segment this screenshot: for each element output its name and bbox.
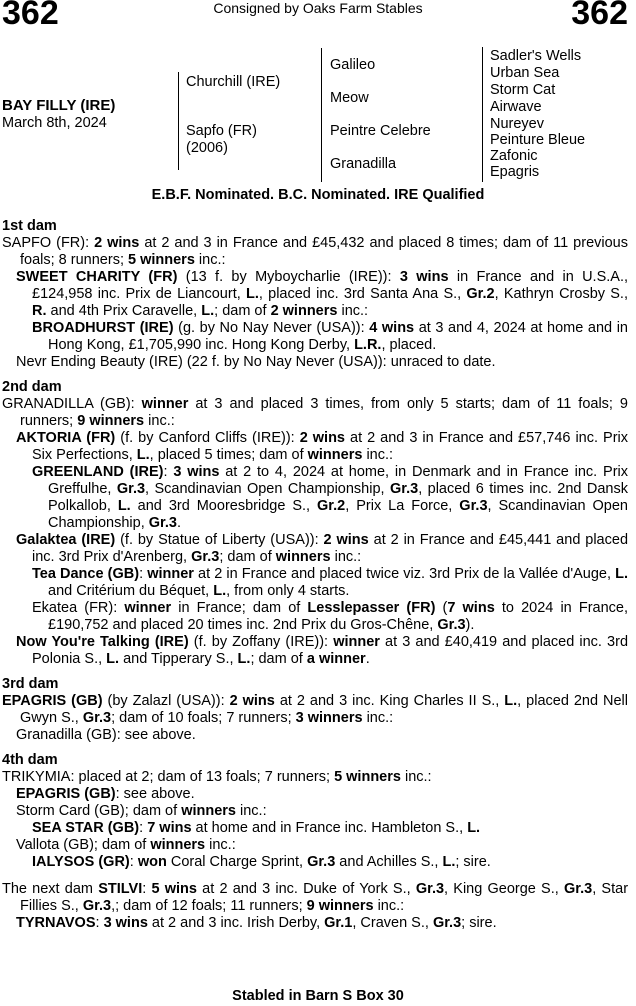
text: (13 f. by Myboycharlie (IRE)): [177,269,400,285]
bold-text: L. [442,854,456,870]
text: Coral Charge Sprint, [166,854,308,870]
text: . [176,515,181,531]
bold-text: 5 winners [128,252,195,268]
text: and Tipperary S., [119,651,238,667]
text: ,; dam of 12 foals; 11 runners; [111,898,307,914]
pedigree-gen4-7: Zafonic [490,148,538,164]
nominations: E.B.F. Nominated. B.C. Nominated. IRE Qualified [151,187,485,203]
text: inc.: [362,447,394,463]
family-entry [2,532,628,566]
text: (g. by No Nay Never (USA)): [173,320,370,336]
bold-text: 3 wins [103,915,148,931]
bold-text: L.R. [354,337,382,353]
bold-text: AKTORIA (FR) [16,430,116,446]
text: and 4th Prix Caravelle, [46,303,202,319]
family-entry [2,269,628,320]
bold-text: Gr.1 [324,915,353,931]
horse-foaled: March 8th, 2024 [2,115,107,131]
text: : see above. [115,786,195,802]
text: at 2 and 3 inc. King Charles II S., [274,693,505,709]
text: and Achilles S., [335,854,443,870]
bold-text: GREENLAND (IRE) [32,464,164,480]
section-heading: 3rd dam [2,676,59,692]
bold-text: 5 winners [334,769,401,785]
pedigree-gen4-6: Peinture Bleue [490,132,586,148]
text: (f. by Canford Cliffs (IRE)): [115,430,300,446]
text: ; sire. [455,854,491,870]
text: Storm Card (GB); dam of [16,803,182,819]
text: in France and in U.S.A., £124,958 inc. Prix de Liancourt, [32,269,629,302]
lot-number-right: 362 [571,0,628,32]
family-entry [2,430,628,464]
bold-text: Gr.3 [191,549,220,565]
text: inc.: [194,252,226,268]
text: Vallota (GB); dam of [16,837,151,853]
family-entry [2,235,628,269]
bold-text: Gr.2 [317,498,346,514]
bold-text: 2 wins [229,693,275,709]
family-entry [2,915,628,932]
text: : [95,915,104,931]
bold-text: L. [237,651,251,667]
bold-text: winners [275,549,331,565]
text: (f. by Zoffany (IRE)): [188,634,334,650]
bold-text: 9 winners [77,413,145,429]
bold-text: winners [181,803,236,819]
bold-text: Gr.3 [415,881,445,897]
bold-text: 9 winners [306,898,374,914]
pedigree-dam: Sapfo (FR) [186,123,257,139]
lot-number-left: 362 [2,0,59,32]
text: at 2 in France and £45,441 and placed inc. 3rd Prix d'Arenberg, [32,532,629,565]
family-entry [2,854,628,871]
text: : [142,881,152,897]
text: at 2 and 3 inc. Duke of York S., [196,881,416,897]
text: at 2 and 3 in France and £57,746 inc. Prix Six Perfections, [32,430,628,463]
pedigree-gen3-3: Peintre Celebre [330,123,431,139]
text: at 2 in France and placed twice viz. 3rd Prix de la Vallée d'Auge, [193,566,616,582]
bold-text: Now You're Talking (IRE) [16,634,189,650]
family-content [2,218,628,932]
text: Ekatea (FR): [32,600,125,616]
bold-text: Gr.3 [116,481,146,497]
bold-text: Gr.2 [466,286,495,302]
family-entry [2,693,628,727]
family-entry [2,634,628,668]
text: , placed 2nd Nell Gwyn S., [20,693,629,726]
family-entry [2,396,628,430]
text: Nevr Ending Beauty (IRE) (22 f. by No Nay Never (USA)): unraced to date. [16,354,496,370]
spacer [2,871,628,881]
text: : [139,820,148,836]
family-entry [2,769,628,786]
bold-text: winner [141,396,189,412]
pedigree-gen4-8: Epagris [490,164,540,180]
text: at 2 and 3 inc. Irish Derby, [147,915,325,931]
family-entry [2,727,628,744]
bold-text: 7 wins [447,600,495,616]
text: inc.: [330,549,362,565]
bold-text: Gr.3 [389,481,419,497]
text: ; dam of [214,303,271,319]
text: ; dam of 10 foals; 7 runners; [111,710,296,726]
text: Granadilla (GB): see above. [16,727,196,743]
text: : [163,464,174,480]
text: The next dam [2,881,99,897]
text: at 2 to 4, 2024 at home, in Denmark and in France inc. Prix Greffulhe, [48,464,628,497]
text: inc.: [144,413,175,429]
text: , Star Fillies S., [20,881,629,914]
section-heading: 4th dam [2,752,58,768]
section-heading: 1st dam [2,218,57,234]
bold-text: 3 winners [295,710,363,726]
text: TRIKYMIA: placed at 2; dam of 13 foals; 7 runners; [2,769,335,785]
text: , Craven S., [352,915,433,931]
text: at 3 and 4, 2024 at home and in Hong Kong, £1,705,990 inc. Hong Kong Derby, [48,320,628,353]
pedigree-line-2 [321,48,322,182]
bold-text: EPAGRIS (GB) [16,786,116,802]
bold-text: Gr.3 [459,498,488,514]
bold-text: 2 wins [323,532,369,548]
text: inc.: [235,803,267,819]
bold-text: R. [32,303,47,319]
text: , Scandinavian Open Championship, [145,481,390,497]
text: , King George S., [444,881,564,897]
bold-text: L. [504,693,518,709]
text: and Critérium du Béquet, [48,583,214,599]
bold-text: BROADHURST (IRE) [32,320,174,336]
text: , placed inc. 3rd Santa Ana S., [258,286,467,302]
horse-name: BAY FILLY (IRE) [2,97,116,114]
bold-text: L. [201,303,215,319]
bold-text: L. [467,820,481,836]
bold-text: SEA STAR (GB) [32,820,140,836]
family-entry [2,566,628,600]
bold-text: winner [124,600,172,616]
bold-text: L. [117,498,131,514]
bold-text: EPAGRIS (GB) [2,693,103,709]
text: ; dam of [219,549,276,565]
family-entry [2,354,628,371]
section-heading: 2nd dam [2,379,62,395]
family-entry [2,786,628,803]
text: ( [435,600,448,616]
text: , placed. [381,337,437,353]
pedigree-gen4-1: Sadler's Wells [490,48,582,64]
bold-text: winner [147,566,194,582]
text: , Scandinavian Open Championship, [48,498,628,531]
bold-text: Gr.3 [82,710,112,726]
bold-text: Lesslepasser (FR) [307,600,436,616]
bold-text: TYRNAVOS [16,915,96,931]
bold-text: Gr.3 [563,881,593,897]
text: at 3 and placed 3 times, from only 5 starts; dam of 11 foals; 9 runners; [20,396,628,429]
text: ; sire. [461,915,497,931]
bold-text: Gr.3 [307,854,336,870]
text: SAPFO (FR): [2,235,95,251]
bold-text: L. [213,583,227,599]
bold-text: 4 wins [369,320,415,336]
family-entry [2,600,628,634]
bold-text: Gr.3 [437,617,466,633]
text: ; dam of [250,651,307,667]
pedigree-gen4-3: Storm Cat [490,82,556,98]
text: ). [465,617,475,633]
text: , placed 5 times; dam of [149,447,308,463]
bold-text: Galaktea (IRE) [16,532,116,548]
text: , from only 4 starts. [226,583,350,599]
family-entry [2,820,628,837]
family-entry [2,464,628,532]
bold-text: L. [615,566,628,582]
text: inc.: [362,710,394,726]
text: inc.: [205,837,236,853]
text: : [129,854,138,870]
text: (f. by Statue of Liberty (USA)): [115,532,324,548]
bold-text: 2 wins [94,235,140,251]
text: to 2024 in France, £190,752 and placed 20 times inc. 2nd Prix du Gros-Chêne, [48,600,628,633]
text: (by Zalazl (USA)): [102,693,230,709]
bold-text: L. [106,651,120,667]
pedigree-line-1 [178,72,179,170]
bold-text: 5 wins [151,881,197,897]
text: . [365,651,370,667]
stabling-note: Stabled in Barn S Box 30 [232,988,404,1004]
bold-text: 2 winners [270,303,338,319]
family-entry [2,881,628,915]
bold-text: Gr.3 [148,515,177,531]
bold-text: 3 wins [399,269,449,285]
pedigree-gen4-5: Nureyev [490,116,544,132]
pedigree-dam-year: (2006) [186,140,228,156]
pedigree-gen3-4: Granadilla [330,156,397,172]
pedigree-gen3-2: Meow [330,90,369,106]
consignor: Consigned by Oaks Farm Stables [213,0,423,16]
bold-text: Tea Dance (GB) [32,566,140,582]
text: , Prix La Force, [345,498,460,514]
text: in France; dam of [171,600,308,616]
bold-text: SWEET CHARITY (FR) [16,269,178,285]
bold-text: winners [150,837,206,853]
text: at 3 and £40,419 and placed inc. 3rd Polonia S., [32,634,629,667]
bold-text: winner [333,634,380,650]
bold-text: STILVI [98,881,143,897]
text: , placed 6 times inc. 2nd Dansk Polkallob, [48,481,628,514]
bold-text: 2 wins [299,430,345,446]
pedigree-sire: Churchill (IRE) [186,74,281,90]
text: , Kathryn Crosby S., [494,286,628,302]
bold-text: IALYSOS (GR) [32,854,130,870]
bold-text: winners [307,447,363,463]
bold-text: 3 wins [173,464,220,480]
text: inc.: [373,898,405,914]
bold-text: L. [136,447,150,463]
text: inc.: [337,303,369,319]
pedigree-gen4-4: Airwave [490,99,542,115]
pedigree-gen3-1: Galileo [330,57,376,73]
text: inc.: [400,769,432,785]
bold-text: won [137,854,167,870]
pedigree-line-3 [482,47,483,182]
text: at 2 and 3 in France and £45,432 and placed 8 times; dam of 11 previous foals; 8 runners; [20,235,628,268]
text: : [139,566,148,582]
bold-text: Gr.3 [82,898,112,914]
text: and 3rd Mooresbridge S., [130,498,318,514]
family-entry [2,803,628,820]
pedigree-gen4-2: Urban Sea [490,65,560,81]
bold-text: 7 wins [147,820,192,836]
text: GRANADILLA (GB): [2,396,142,412]
bold-text: L. [245,286,259,302]
bold-text: a winner [306,651,366,667]
family-entry [2,837,628,854]
family-entry [2,320,628,354]
text: at home and in France inc. Hambleton S., [191,820,468,836]
bold-text: Gr.3 [432,915,462,931]
